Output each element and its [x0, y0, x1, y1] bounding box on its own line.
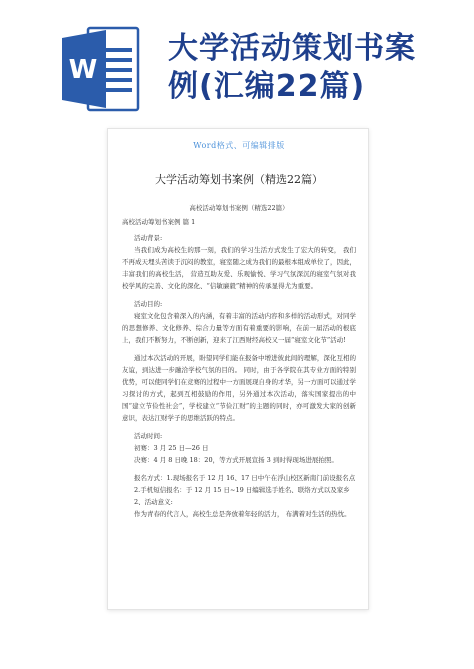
paragraph-purpose: 寝室文化包含着深入的内涵，有着丰富的活动内容和多样的活动形式，对同学的思想修养、文化修养、综合力量等方面有着重要的影响，在前一届活动的根底上，我们不断努力，不断创新，迎来了江西财经高校又一届“寝室文化节”活动!: [122, 312, 356, 344]
label-time: 活动时间:: [134, 432, 163, 440]
line-prelim: 初赛：3 月 25 日—26 日: [134, 444, 209, 452]
line-final: 决赛：4 月 8 日晚 18：20，等方式开展宣扬 3 到时得现场进展拍照。: [134, 456, 338, 464]
document-subtitle: 高校活动筹划书案例（精选22篇）: [189, 204, 289, 212]
line-signup-1: 报名方式：1.现场报名于 12 月 16、17 日中午在浮山校区新南门前设报名点: [134, 474, 356, 482]
cover-banner: [0, 0, 474, 120]
label-meaning: 2、活动意义:: [134, 498, 173, 506]
paragraph-meaning: 作为青春的代言人，高校生总是奔放着年轻的活力， 布满着对生活的热忱。: [134, 510, 351, 518]
label-purpose: 活动目的:: [134, 300, 163, 308]
paragraph-goals: 通过本次活动的开展，盼望同学们能在报备中增进彼此间的理解，深化互相的友谊，到达进一步融洽学校气氛的目的。 同时，由于各学院在其专业方面的特别优势，可以使同学们在竞赛的过程中一方面展现自身的才华，另一方面可以通过学习探讨的方式，起到互相鼓励的作用，另外通过本次活动，落实国家提出的中国“建立节俭性社会”，学校建立“节俭江财”的主题的同时，亦可激发大家的创新意识，表达江财学子的思维活跃的特点。: [122, 354, 356, 422]
document-page[interactable]: [107, 128, 369, 610]
paragraph-background: 当我们成为高校生的那一刻，我们的学习生活方式发生了宏大的转变， 我们不再成天埋头苦读于沉闷的教室，寝室随之成为我们的最根本组成单位了，因此，丰富我们的高校生活， 营造互助友爱、乐观愉悦、学习气氛深沉的寝室气氛对我校学风的完善、文化的深化、“信敏廉毅”精神的传承显得尤为重要。: [122, 246, 356, 290]
document-body: [122, 129, 356, 520]
document-title: 大学活动筹划书案例（精选22篇）: [155, 173, 323, 186]
headline-line-1: 大学活动策划书案: [168, 31, 416, 66]
headline-line-2: 例(汇编22篇): [168, 69, 366, 104]
format-note: Word格式、可编辑排版: [193, 141, 285, 150]
page-fade: [108, 585, 368, 609]
label-background: 活动背景:: [134, 234, 163, 242]
document-headline: [168, 30, 468, 106]
word-document-icon: [62, 24, 140, 114]
section-heading: 高校活动筹划书案例 篇 1: [122, 218, 196, 226]
line-signup-2: 2.手机短信报名：于 12 月 15 日~19 日编辑选手姓名、联络方式以及家乡: [134, 486, 350, 494]
svg-text:W: W: [68, 55, 98, 85]
